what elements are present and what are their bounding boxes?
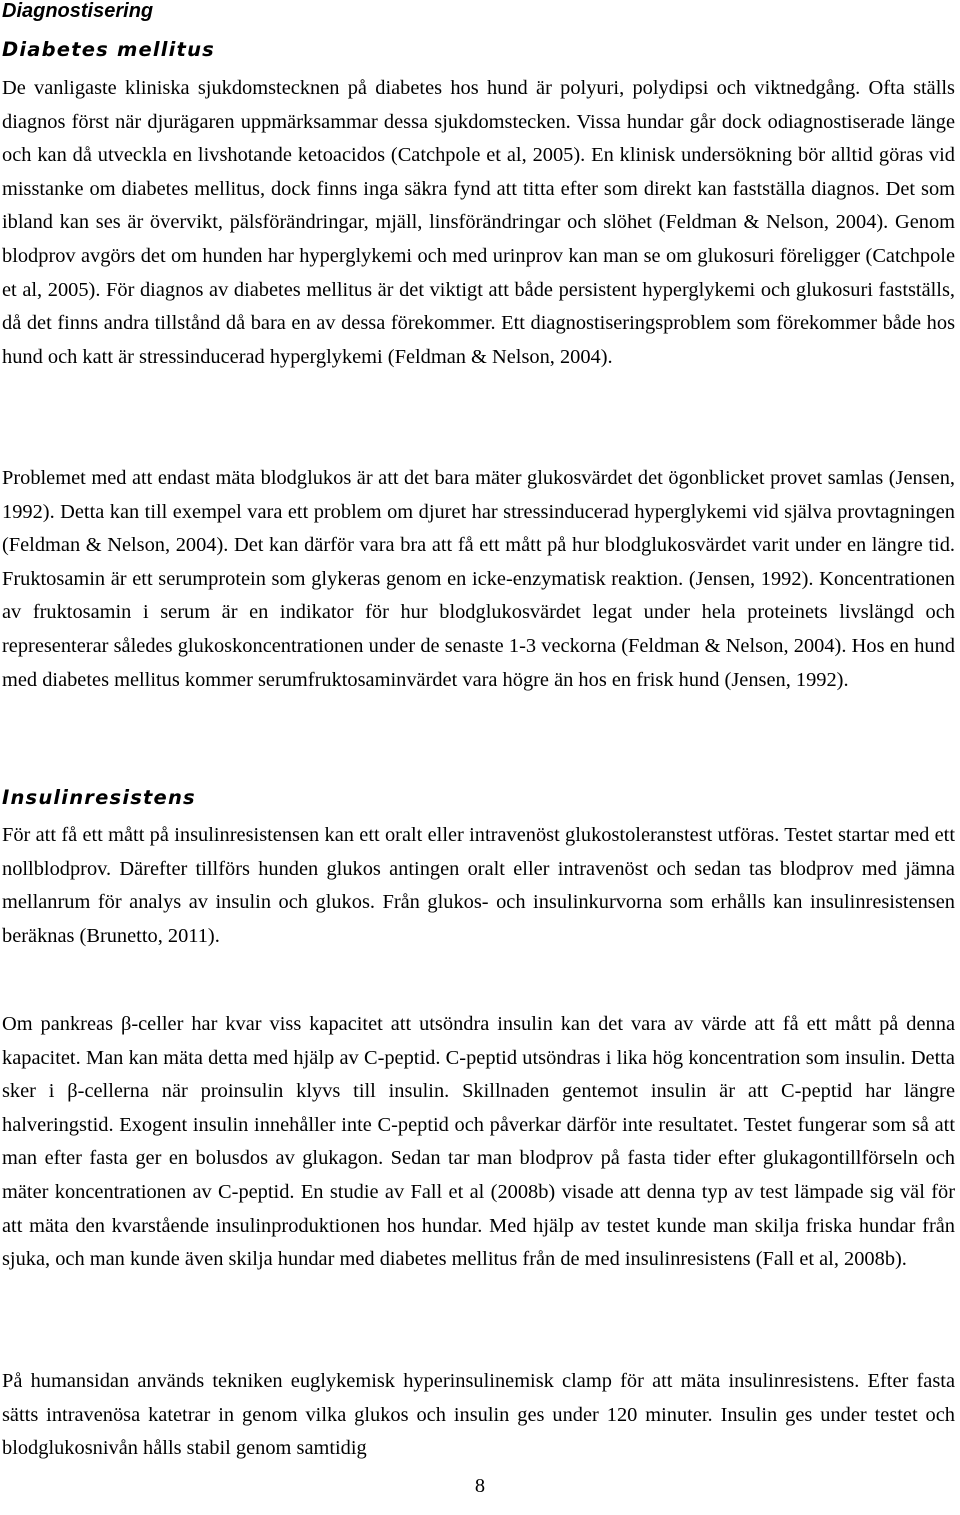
- section-heading: Diagnostisering: [2, 0, 154, 22]
- paragraph-insulin-1: För att få ett mått på insulinresistensen kan ett oralt eller intravenöst glukostoleranstest utföras. Testet startar med ett nollblodprov. Därefter tillförs hunden glukos antingen oralt eller intravenöst och sedan tas blodprov med jämna mellanrum för analys av insulin och glukos. Från glukos- och insulinkurvorna som erhålls kan insulinresistensen beräknas (Brunetto, 2011).: [2, 824, 955, 947]
- subsection-title-diabetes: Diabetes mellitus: [2, 38, 215, 61]
- paragraph-insulin-2: Om pankreas β-celler har kvar viss kapacitet att utsöndra insulin kan det vara av värde att få ett mått på denna kapacitet. Man kan mäta detta med hjälp av C-peptid. C-peptid utsöndras i lika hög koncentration som insulin. Detta sker i β-cellerna när proinsulin klyvs till insulin. Skillnaden gentemot insulin är att C-peptid har längre halveringstid. Exogent insulin innehåller inte C-peptid och påverkar därför inte resultatet. Testet fungerar som så att man efter fasta ger en bolusdos av glukagon. Sedan tar man blodprov på fasta tider efter glukagontillförseln och mäter koncentrationen av C-peptid. En studie av Fall et al (2008b) visade att denna typ av test lämpade sig väl för att mäta den kvarstående insulinproduktionen hos hundar. Med hjälp av testet kunde man skilja friska hundar från sjuka, och man kunde även skilja hundar med diabetes mellitus från de med insulinresistens (Fall et al, 2008b).: [2, 1013, 955, 1271]
- paragraph-insulin-3: På humansidan används tekniken euglykemisk hyperinsulinemisk clamp för att mäta insulinresistens. Efter fasta sätts intravenösa katetrar in genom vilka glukos och insulin ges under 120 minuter. Insulin ges under testet och blodglukosnivån hålls stabil genom samtidig: [2, 1370, 955, 1460]
- paragraph-diabetes-2: Problemet med att endast mäta blodglukos är att det bara mäter glukosvärdet det ögonblicket provet samlas (Jensen, 1992). Detta kan till exempel vara ett problem om djuret har stressinducerad hyperglykemi vid själva provtagningen (Feldman & Nelson, 2004). Det kan därför vara bra att få ett mått på hur blodglukosvärdet varit under en längre tid. Fruktosamin är ett serumprotein som glykeras genom en icke-enzymatisk reaktion. (Jensen, 1992). Koncentrationen av fruktosamin i serum är en indikator för hur blodglukosvärdet legat under hela proteinets livslängd och representerar således glukoskoncentrationen under de senaste 1-3 veckorna (Feldman & Nelson, 2004). Hos en hund med diabetes mellitus kommer serumfruktosaminvärdet vara högre än hos en frisk hund (Jensen, 1992).: [2, 467, 955, 691]
- page-number: 8: [474, 1475, 486, 1497]
- subsection-title-insulin: Insulinresistens: [2, 786, 196, 809]
- paragraph-diabetes-1: De vanligaste kliniska sjukdomstecknen på diabetes hos hund är polyuri, polydipsi och viktnedgång. Ofta ställs diagnos först när djurägaren uppmärksammar dessa sjukdomstecken. Vissa hundar går dock odiagnostiserade länge och kan då utveckla en livshotande ketoacidos (Catchpole et al, 2005). En klinisk undersökning bör alltid göras vid misstanke om diabetes mellitus, dock finns inga säkra fynd att titta efter som direkt kan fastställa diagnos. Det som ibland kan ses är övervikt, pälsförändringar, mjäll, linsförändringar och slöhet (Feldman & Nelson, 2004). Genom blodprov avgörs det om hunden har hyperglykemi och med urinprov kan man se om glukosuri föreligger (Catchpole et al, 2005). För diagnos av diabetes mellitus är det viktigt att både persistent hyperglykemi och glukosuri fastställs, då det finns andra tillstånd då bara en av dessa förekommer. Ett diagnostiseringsproblem som förekommer både hos hund och katt är stressinducerad hyperglykemi (Feldman & Nelson, 2004).: [2, 77, 955, 368]
